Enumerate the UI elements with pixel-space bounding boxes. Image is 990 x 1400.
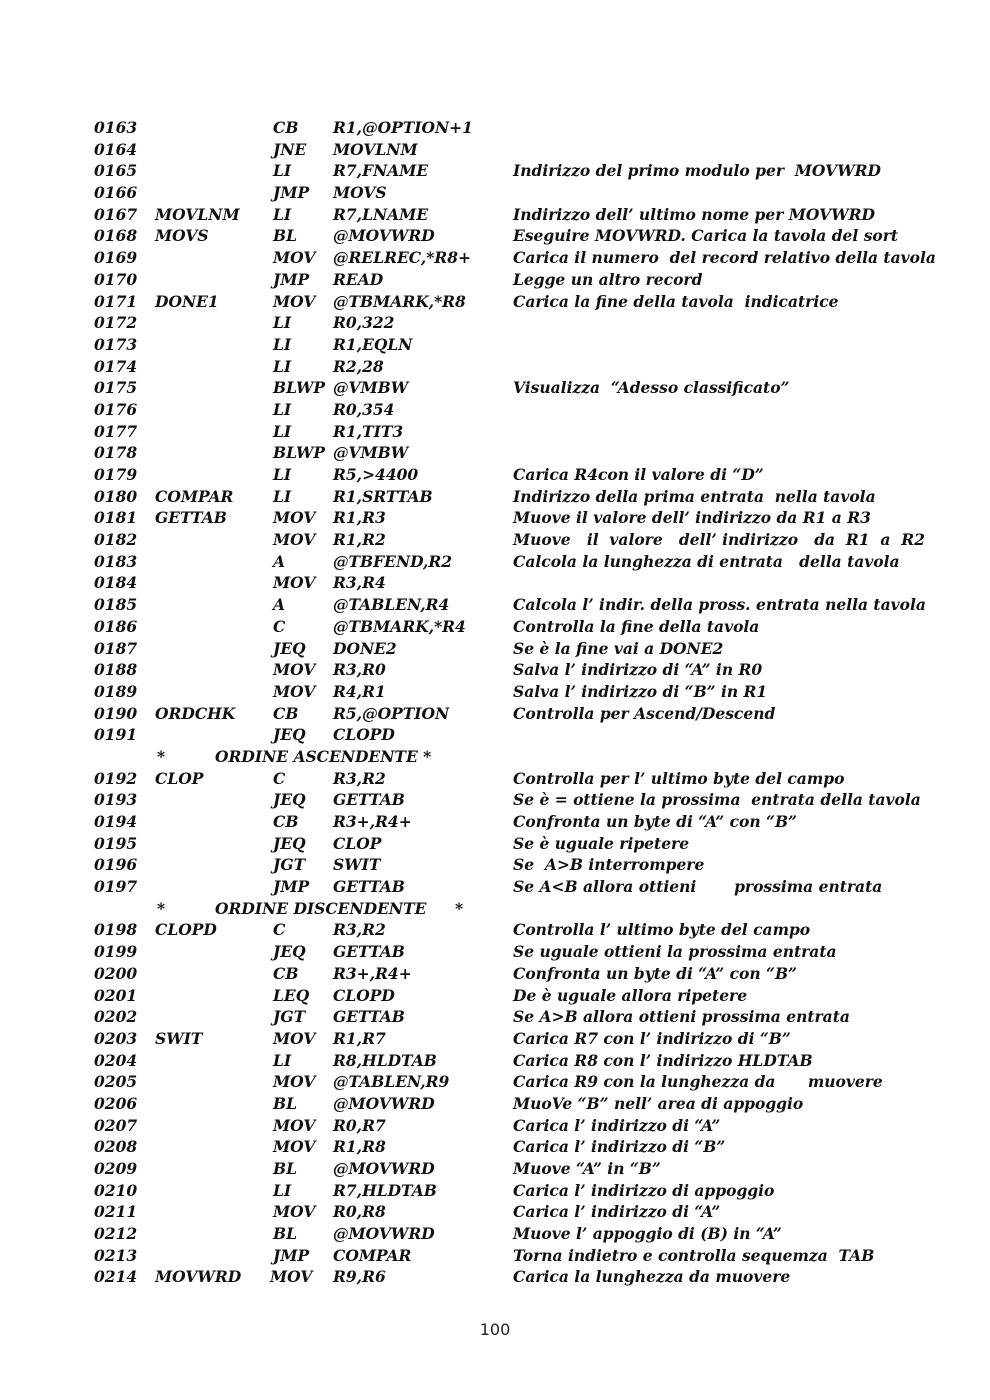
line-label: MOVLNM [155, 204, 240, 224]
line-comment: Confronta un byte di “A” con “B” [513, 963, 797, 983]
line-number: 0187 [94, 638, 138, 658]
line-opcode: CB [273, 703, 299, 723]
line-operand: R3,R4 [333, 573, 386, 593]
line-operand: R1,R2 [333, 530, 386, 550]
line-number: 0167 [94, 204, 138, 224]
line-label: CLOP [155, 768, 204, 788]
line-opcode: BLWP [273, 443, 326, 463]
code-line [0, 529, 990, 551]
line-opcode: MOV [273, 660, 316, 680]
line-operand: GETTAB [333, 1007, 405, 1027]
code-line [0, 876, 990, 898]
line-comment: Visualizza “Adesso classificato” [513, 378, 790, 398]
line-operand: R7,HLDTAB [333, 1180, 437, 1200]
line-number: 0213 [94, 1245, 138, 1265]
line-number: 0191 [94, 725, 138, 745]
line-operand: COMPAR [333, 1245, 412, 1265]
line-number: 0183 [94, 551, 138, 571]
line-operand: R4,R1 [333, 681, 386, 701]
line-operand: @TABLEN,R9 [333, 1072, 450, 1092]
line-comment: Carica R8 con l’ indirizzo HLDTAB [513, 1050, 813, 1070]
code-line [0, 1201, 990, 1223]
code-line [0, 811, 990, 833]
line-opcode: MOV [270, 1267, 313, 1287]
line-operand: R1,@OPTION+1 [333, 118, 473, 137]
line-number: 0204 [94, 1050, 138, 1070]
line-number: 0186 [94, 616, 138, 636]
line-opcode: BL [273, 1093, 297, 1113]
section-heading [0, 746, 990, 768]
line-operand: @RELREC,*R8+ [333, 248, 472, 268]
line-number: 0175 [94, 378, 138, 398]
line-operand: CLOPD [333, 725, 395, 745]
code-line [0, 464, 990, 486]
line-number: 0169 [94, 248, 138, 268]
code-line [0, 377, 990, 399]
code-line [0, 854, 990, 876]
code-line [0, 421, 990, 443]
line-opcode: CB [273, 118, 299, 137]
line-comment: Indirizzo del primo modulo per MOVWRD [513, 161, 881, 181]
line-number: 0173 [94, 334, 138, 354]
line-comment: Carica l’ indirizzo di “A” [513, 1202, 721, 1222]
line-opcode: C [273, 616, 286, 636]
line-operand: R8,HLDTAB [333, 1050, 437, 1070]
code-line [0, 681, 990, 703]
code-line [0, 1223, 990, 1245]
line-opcode: LI [273, 465, 292, 484]
line-label: DONE1 [155, 291, 219, 311]
code-line [0, 1245, 990, 1267]
code-line [0, 941, 990, 963]
code-line [0, 659, 990, 681]
line-operand: @MOVWRD [333, 226, 435, 246]
section-title: ORDINE DISCENDENTE [215, 898, 427, 918]
code-line [0, 507, 990, 529]
code-line [0, 1028, 990, 1050]
line-operand: R7,LNAME [333, 204, 429, 224]
line-comment: Se A>B allora ottieni prossima entrata [513, 1007, 850, 1027]
line-number: 0201 [94, 985, 138, 1005]
line-number: 0180 [94, 486, 138, 506]
line-opcode: MOV [273, 1137, 316, 1157]
line-comment: Muove “A” in “B” [513, 1159, 661, 1178]
line-operand: @MOVWRD [333, 1159, 435, 1178]
code-line [0, 182, 990, 204]
line-operand: MOVS [333, 183, 387, 203]
code-line [0, 594, 990, 616]
line-opcode: MOV [273, 248, 316, 268]
line-number: 0214 [94, 1267, 138, 1287]
line-opcode: MOV [273, 573, 316, 593]
line-opcode: JEQ [273, 833, 306, 853]
code-line [0, 985, 990, 1007]
line-comment: Se A>B interrompere [513, 855, 705, 875]
line-number: 0166 [94, 183, 138, 203]
line-number: 0188 [94, 660, 138, 680]
line-opcode: MOV [273, 530, 316, 550]
line-number: 0198 [94, 920, 138, 940]
line-operand: READ [333, 269, 384, 289]
line-number: 0189 [94, 681, 138, 701]
line-opcode: LEQ [273, 985, 310, 1005]
code-line [0, 638, 990, 660]
line-opcode: JEQ [273, 790, 306, 810]
line-comment: Carica l’ indirizzo di “A” [513, 1115, 721, 1135]
line-operand: SWIT [333, 855, 381, 875]
line-operand: R1,R3 [333, 508, 386, 528]
code-line [0, 1266, 990, 1288]
code-line [0, 1115, 990, 1137]
line-opcode: MOV [273, 681, 316, 701]
line-number: 0172 [94, 313, 138, 333]
line-comment: MuoVe “B” nell’ area di appoggio [513, 1093, 804, 1113]
line-opcode: LI [273, 399, 292, 419]
line-opcode: MOV [273, 291, 316, 311]
line-number: 0206 [94, 1093, 138, 1113]
line-operand: R1,R8 [333, 1137, 386, 1157]
line-operand: R0,R7 [333, 1115, 386, 1135]
line-operand: R0,354 [333, 399, 395, 419]
line-comment: Indirizzo dell’ ultimo nome per MOVWRD [513, 204, 875, 224]
line-comment: Confronta un byte di “A” con “B” [513, 812, 797, 831]
line-number: 0176 [94, 399, 138, 419]
code-line [0, 789, 990, 811]
line-operand: R3+,R4+ [333, 812, 412, 831]
line-operand: R1,R7 [333, 1028, 386, 1048]
line-operand: @TBFEND,R2 [333, 551, 453, 571]
line-opcode: LI [273, 161, 292, 181]
line-operand: @TABLEN,R4 [333, 595, 450, 615]
line-comment: Muove il valore dell’ indirizzo da R1 a R3 [513, 508, 871, 528]
code-line [0, 117, 990, 139]
line-comment: Salva l’ indirizzo di “B” in R1 [513, 681, 768, 701]
line-opcode: LI [273, 421, 292, 441]
line-number: 0202 [94, 1007, 138, 1027]
line-label: GETTAB [155, 508, 227, 528]
code-line [0, 356, 990, 378]
section-star-left: * [157, 898, 166, 918]
line-number: 0181 [94, 508, 138, 528]
line-number: 0209 [94, 1159, 138, 1178]
line-operand: @MOVWRD [333, 1093, 435, 1113]
line-opcode: LI [273, 313, 292, 333]
line-comment: Se uguale ottieni la prossima entrata [513, 942, 837, 962]
code-line [0, 399, 990, 421]
line-operand: R3,R2 [333, 768, 386, 788]
code-line [0, 1136, 990, 1158]
code-line [0, 247, 990, 269]
line-number: 0210 [94, 1180, 138, 1200]
line-number: 0170 [94, 269, 138, 289]
line-label: ORDCHK [155, 703, 236, 723]
code-line [0, 334, 990, 356]
code-line [0, 312, 990, 334]
line-operand: CLOPD [333, 985, 395, 1005]
code-line [0, 768, 990, 790]
line-comment: Muove l’ appoggio di (B) in “A” [513, 1224, 782, 1244]
line-number: 0168 [94, 226, 138, 246]
line-operand: GETTAB [333, 942, 405, 962]
code-line [0, 572, 990, 594]
line-comment: Carica la fine della tavola indicatrice [513, 291, 839, 311]
page-number: 100 [479, 1320, 511, 1339]
line-comment: Controlla per Ascend/Descend [513, 703, 776, 723]
line-number: 0163 [94, 118, 138, 137]
line-comment: Controlla la fine della tavola [513, 616, 760, 636]
line-opcode: C [273, 768, 286, 788]
line-comment: Legge un altro record [513, 269, 703, 289]
line-label: MOVS [155, 226, 209, 246]
line-operand: DONE2 [333, 638, 397, 658]
line-number: 0197 [94, 877, 138, 897]
code-line [0, 616, 990, 638]
line-opcode: C [273, 920, 286, 940]
line-number: 0171 [94, 291, 138, 311]
line-operand: R1,SRTTAB [333, 486, 433, 506]
line-operand: R3,R2 [333, 920, 386, 940]
line-opcode: JEQ [273, 942, 306, 962]
line-comment: Carica R4con il valore di “D” [513, 465, 764, 484]
line-opcode: MOV [273, 1202, 316, 1222]
line-operand: CLOP [333, 833, 382, 853]
line-operand: @MOVWRD [333, 1224, 435, 1244]
line-opcode: CB [273, 812, 299, 831]
line-number: 0200 [94, 963, 138, 983]
line-number: 0211 [94, 1202, 138, 1222]
line-number: 0178 [94, 443, 138, 463]
section-star-left: * [157, 746, 166, 766]
line-opcode: JGT [273, 1007, 306, 1027]
line-opcode: BL [273, 226, 297, 246]
line-operand: R3,R0 [333, 660, 386, 680]
code-line [0, 204, 990, 226]
line-comment: Se è la fine vai a DONE2 [513, 638, 724, 658]
line-opcode: BL [273, 1159, 297, 1178]
code-line [0, 833, 990, 855]
code-line [0, 225, 990, 247]
line-comment: Eseguire MOVWRD. Carica la tavola del sort [513, 226, 899, 246]
line-number: 0177 [94, 421, 138, 441]
line-number: 0190 [94, 703, 138, 723]
code-line [0, 1006, 990, 1028]
line-operand: R1,EQLN [333, 334, 413, 354]
line-operand: GETTAB [333, 790, 405, 810]
line-opcode: LI [273, 334, 292, 354]
line-operand: R9,R6 [333, 1267, 386, 1287]
line-operand: @TBMARK,*R4 [333, 616, 466, 636]
line-opcode: LI [273, 204, 292, 224]
line-operand: GETTAB [333, 877, 405, 897]
section-heading [0, 898, 990, 920]
line-comment: Salva l’ indirizzo di “A” in R0 [513, 660, 763, 680]
code-line [0, 1158, 990, 1180]
line-number: 0208 [94, 1137, 138, 1157]
line-opcode: MOV [273, 508, 316, 528]
line-number: 0203 [94, 1028, 138, 1048]
code-listing [0, 117, 990, 1288]
line-number: 0193 [94, 790, 138, 810]
line-number: 0164 [94, 139, 138, 159]
code-line [0, 139, 990, 161]
line-comment: Controlla per l’ ultimo byte del campo [513, 768, 845, 788]
code-line [0, 703, 990, 725]
code-line [0, 1093, 990, 1115]
line-operand: R5,@OPTION [333, 703, 450, 723]
code-line [0, 160, 990, 182]
line-number: 0165 [94, 161, 138, 181]
line-comment: Muove il valore dell’ indirizzo da R1 a R2 [513, 530, 925, 550]
code-line [0, 1180, 990, 1202]
line-operand: R5,>4400 [333, 465, 419, 484]
line-comment: Controlla l’ ultimo byte del campo [513, 920, 811, 940]
line-comment: Se è uguale ripetere [513, 833, 690, 853]
line-operand: R3+,R4+ [333, 963, 412, 983]
line-opcode: JMP [273, 183, 310, 203]
line-operand: R0,R8 [333, 1202, 386, 1222]
line-operand: @VMBW [333, 443, 409, 463]
line-opcode: JEQ [273, 638, 306, 658]
line-comment: Carica l’ indirizzo di “B” [513, 1137, 726, 1157]
code-line [0, 1050, 990, 1072]
line-opcode: LI [273, 356, 292, 376]
line-operand: @VMBW [333, 378, 409, 398]
line-opcode: JMP [273, 877, 310, 897]
line-comment: Indirizzo della prima entrata nella tavola [513, 486, 876, 506]
line-number: 0184 [94, 573, 138, 593]
line-comment: Carica R9 con la lunghezza da muovere [513, 1072, 883, 1092]
line-opcode: LI [273, 486, 292, 506]
line-opcode: LI [273, 1050, 292, 1070]
section-title: ORDINE ASCENDENTE * [215, 746, 432, 766]
line-number: 0196 [94, 855, 138, 875]
line-label: SWIT [155, 1028, 203, 1048]
line-opcode: JNE [273, 139, 307, 159]
line-opcode: JGT [273, 855, 306, 875]
code-line [0, 291, 990, 313]
line-number: 0192 [94, 768, 138, 788]
line-opcode: MOV [273, 1072, 316, 1092]
line-opcode: BL [273, 1224, 297, 1244]
line-comment: Carica il numero del record relativo della tavola [513, 248, 936, 268]
code-line [0, 724, 990, 746]
line-label: CLOPD [155, 920, 217, 940]
code-line [0, 1071, 990, 1093]
line-operand: R0,322 [333, 313, 395, 333]
line-comment: Calcola l’ indir. della pross. entrata nella tavola [513, 595, 926, 615]
code-line [0, 963, 990, 985]
line-opcode: LI [273, 1180, 292, 1200]
section-star-right: * [455, 898, 464, 918]
line-opcode: MOV [273, 1028, 316, 1048]
line-comment: De è uguale allora ripetere [513, 985, 748, 1005]
line-comment: Carica la lunghezza da muovere [513, 1267, 791, 1287]
line-opcode: A [273, 595, 286, 615]
line-opcode: JEQ [273, 725, 306, 745]
line-operand: R1,TIT3 [333, 421, 404, 441]
line-number: 0179 [94, 465, 138, 484]
line-comment: Se A<B allora ottieni prossima entrata [513, 877, 883, 897]
line-comment: Se è = ottiene la prossima entrata della tavola [513, 790, 921, 810]
line-label: MOVWRD [155, 1267, 242, 1287]
line-opcode: CB [273, 963, 299, 983]
code-line [0, 442, 990, 464]
line-operand: @TBMARK,*R8 [333, 291, 466, 311]
line-number: 0205 [94, 1072, 138, 1092]
line-opcode: A [273, 551, 286, 571]
line-operand: R2,28 [333, 356, 384, 376]
line-number: 0207 [94, 1115, 138, 1135]
line-number: 0199 [94, 942, 138, 962]
line-comment: Calcola la lunghezza di entrata della tavola [513, 551, 900, 571]
code-line [0, 269, 990, 291]
line-number: 0174 [94, 356, 138, 376]
line-operand: R7,FNAME [333, 161, 429, 181]
line-number: 0182 [94, 530, 138, 550]
code-line [0, 486, 990, 508]
line-label: COMPAR [155, 486, 234, 506]
line-comment: Carica l’ indirizzo di appoggio [513, 1180, 775, 1200]
line-opcode: MOV [273, 1115, 316, 1135]
code-line [0, 919, 990, 941]
line-operand: MOVLNM [333, 139, 418, 159]
code-line [0, 551, 990, 573]
line-comment: Torna indietro e controlla sequemza TAB [513, 1245, 875, 1265]
line-number: 0212 [94, 1224, 138, 1244]
line-comment: Carica R7 con l’ indirizzo di “B” [513, 1028, 791, 1048]
line-number: 0194 [94, 812, 138, 831]
line-opcode: JMP [273, 269, 310, 289]
line-opcode: JMP [273, 1245, 310, 1265]
line-number: 0195 [94, 833, 138, 853]
line-opcode: BLWP [273, 378, 326, 398]
line-number: 0185 [94, 595, 138, 615]
